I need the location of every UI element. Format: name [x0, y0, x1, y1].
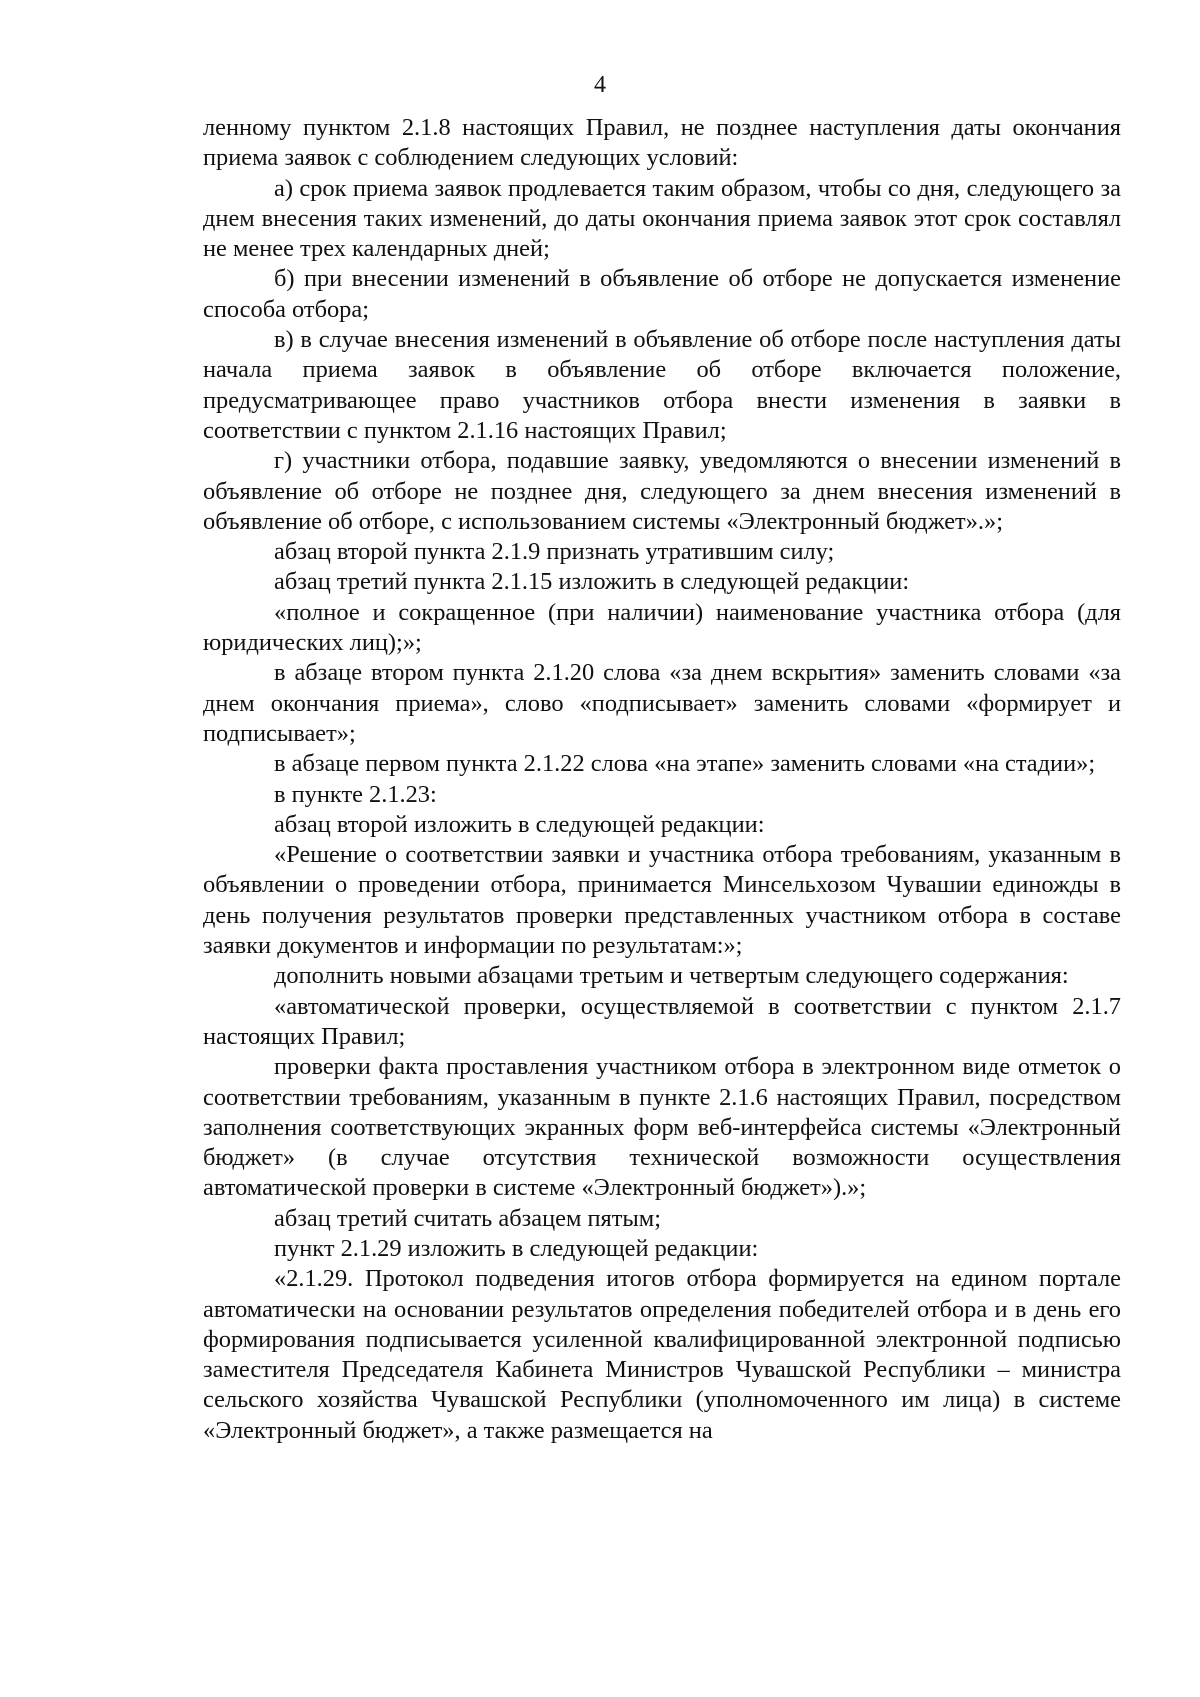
paragraph-item-v: в) в случае внесения изменений в объявление об отборе после наступления даты начала приема заявок в объявление об отборе включается положение, предусматривающее право участников отбора внести изменения в заявки в соответствии с пунктом 2.1.16 настоящих Правил; — [203, 326, 1121, 444]
paragraph-quote: «полное и сокращенное (при наличии) наименование участника отбора (для юридических лиц);»; — [203, 598, 1121, 657]
paragraph-item-g: г) участники отбора, подавшие заявку, уведомляются о внесении изменений в объявление об отборе не позднее дня, следующего за днем внесения изменений в объявление об отборе, с использованием системы «Электронный бюджет».»; — [203, 447, 1121, 535]
paragraph: в пункте 2.1.23: — [274, 780, 437, 808]
paragraph: в абзаце первом пункта 2.1.22 слова «на этапе» заменить словами «на стадии»; — [274, 750, 1096, 778]
paragraph: абзац третий пункта 2.1.15 изложить в следующей редакции: — [274, 568, 910, 596]
paragraph-continuation: ленному пунктом 2.1.8 настоящих Правил, не позднее наступления даты окончания приема заявок с соблюдением следующих условий: — [203, 114, 1121, 172]
paragraph-item-b: б) при внесении изменений в объявление об отборе не допускается изменение способа отбора; — [203, 265, 1121, 323]
paragraph-item-a: а) срок приема заявок продлевается таким образом, чтобы со дня, следующего за днем внесения таких изменений, до даты окончания приема заявок этот срок составлял не менее трех календарных дней; — [203, 174, 1121, 263]
page-number: 4 — [594, 72, 606, 98]
paragraph: проверки факта проставления участником отбора в электронном виде отметок о соответствии требованиям, указанным в пункте 2.1.6 настоящих Правил, посредством заполнения соответствующих экранных форм веб-интерфейса системы «Электронный бюджет» (в случае отсутствия технической возможности осуществления автоматической проверки в системе «Электронный бюджет»).»; — [203, 1053, 1121, 1202]
paragraph: абзац второй пункта 2.1.9 признать утратившим силу; — [274, 538, 835, 566]
paragraph: дополнить новыми абзацами третьим и четвертым следующего содержания: — [274, 962, 1069, 990]
paragraph: абзац третий считать абзацем пятым; — [274, 1204, 662, 1232]
paragraph-quote: «автоматической проверки, осуществляемой в соответствии с пунктом 2.1.7 настоящих Правил; — [203, 992, 1121, 1050]
paragraph: абзац второй изложить в следующей редакции: — [274, 810, 765, 838]
paragraph-quote: «Решение о соответствии заявки и участника отбора требованиям, указанным в объявлении о проведении отбора, принимается Минсельхозом Чувашии единожды в день получения результатов проверки представленных участником отбора в составе заявки документов и информации по результатам:»; — [203, 841, 1121, 960]
paragraph-quote: «2.1.29. Протокол подведения итогов отбора формируется на едином портале автоматически на основании результатов определения победителей отбора и в день его формирования подписывается усиленной квалифицированной электронной подписью заместителя Председателя Кабинета Министров Чувашской Республики – министра сельского хозяйства Чувашской Республики (уполномоченного им лица) в системе «Электронный бюджет», а также размещается на — [203, 1265, 1121, 1444]
paragraph: в абзаце втором пункта 2.1.20 слова «за днем вскрытия» заменить словами «за днем окончания приема», слово «подписывает» заменить словами «формирует и подписывает»; — [203, 659, 1121, 747]
paragraph: пункт 2.1.29 изложить в следующей редакции: — [274, 1234, 759, 1262]
document-body — [203, 113, 1121, 1446]
